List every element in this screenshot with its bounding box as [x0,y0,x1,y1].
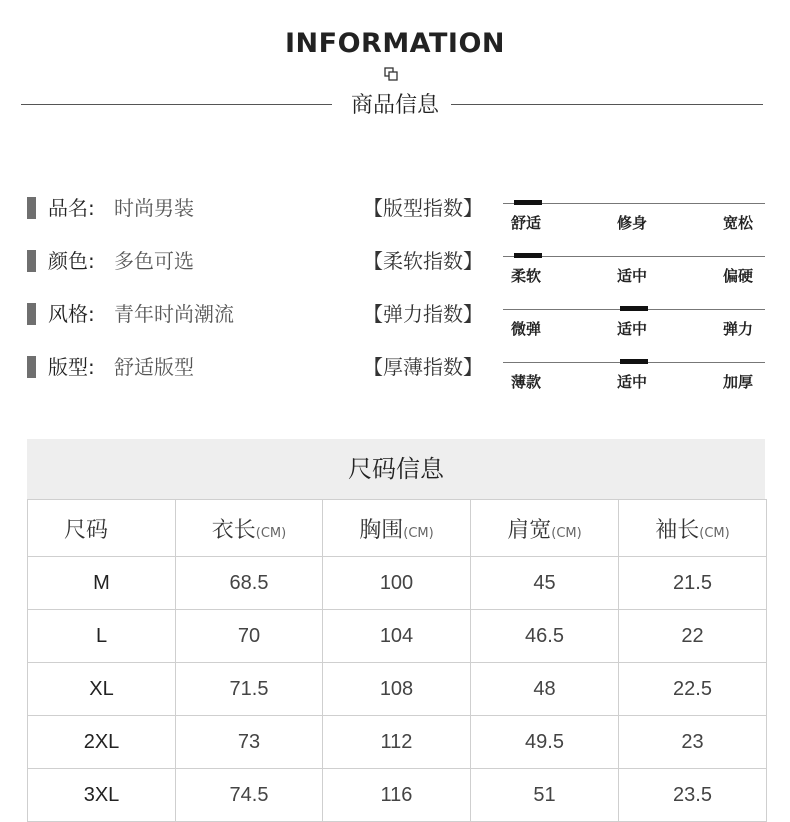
size-label-cell: XL [28,663,176,716]
info-marker-bar [27,250,36,272]
column-name: 肩宽 [507,517,552,543]
index-scale-label: 宽松 [723,214,754,232]
measurement-cell: 45 [471,557,619,610]
index-scale-label: 微弹 [511,320,542,338]
measurement-cell: 22.5 [619,663,767,716]
size-table [27,499,767,822]
column-name: 袖长 [655,517,700,543]
size-table-body [28,557,767,822]
index-scale [503,203,765,233]
index-scale-line [503,256,765,257]
index-scale-label: 薄款 [511,373,542,391]
index-scale-line [503,203,765,204]
size-column-header [619,500,767,557]
index-scale-label: 适中 [617,267,648,285]
measurement-cell: 100 [323,557,471,610]
table-row [28,663,767,716]
info-value: 青年时尚潮流 [114,302,234,326]
index-title: 【柔软指数】 [363,249,483,273]
measurement-cell: 23 [619,716,767,769]
measurement-cell: 71.5 [176,663,323,716]
index-scale [503,309,765,339]
measurement-cell: 70 [176,610,323,663]
index-title: 【厚薄指数】 [363,355,483,379]
column-unit: (CM) [699,525,730,541]
size-column-header [28,500,176,557]
index-scale-marker [514,253,542,258]
size-label-cell: 3XL [28,769,176,822]
measurement-cell: 23.5 [619,769,767,822]
measurement-cell: 51 [471,769,619,822]
info-label: 风格: [48,302,95,326]
size-info-section [27,439,765,806]
index-scale-marker [514,200,542,205]
size-table-header-row [28,500,767,557]
size-column-header [471,500,619,557]
table-row [28,716,767,769]
measurement-cell: 116 [323,769,471,822]
index-scale-label: 加厚 [723,373,754,391]
index-scale-label: 适中 [617,373,648,391]
table-row [28,557,767,610]
measurement-cell: 46.5 [471,610,619,663]
index-scale-label: 适中 [617,320,648,338]
measurement-cell: 49.5 [471,716,619,769]
column-unit: (CM) [255,525,287,541]
size-info-title: 尺码信息 [27,439,765,499]
index-scale-label: 修身 [617,214,648,232]
index-scale [503,362,765,392]
measurement-cell: 48 [471,663,619,716]
index-scale-label: 舒适 [511,214,542,232]
page-heading: INFORMATION [284,28,505,59]
measurement-cell: 21.5 [619,557,767,610]
size-label-cell: 2XL [28,716,176,769]
measurement-cell: 104 [323,610,471,663]
index-scale-label: 偏硬 [723,267,754,285]
size-label-cell: L [28,610,176,663]
info-label: 品名: [48,196,95,220]
info-marker-bar [27,356,36,378]
measurement-cell: 68.5 [176,557,323,610]
index-scale-label: 弹力 [723,320,754,338]
size-label-cell: M [28,557,176,610]
index-scale-marker [620,359,648,364]
column-unit: (CM) [551,525,582,541]
subtitle-right-divider [451,104,763,105]
column-unit: (CM) [403,525,434,541]
info-label: 版型: [48,355,95,379]
size-column-header [323,500,471,557]
info-label: 颜色: [48,249,95,273]
index-scale-label: 柔软 [511,267,542,285]
info-marker-bar [27,303,36,325]
info-value: 舒适版型 [114,355,194,379]
section-subtitle: 商品信息 [350,93,439,118]
column-name: 胸围 [359,517,404,543]
measurement-cell: 22 [619,610,767,663]
index-scale-marker [620,306,648,311]
size-column-header [176,500,323,557]
index-scale [503,256,765,286]
measurement-cell: 73 [176,716,323,769]
info-value: 多色可选 [114,249,194,273]
column-name: 衣长 [211,517,256,543]
measurement-cell: 74.5 [176,769,323,822]
measurement-cell: 108 [323,663,471,716]
column-name: 尺码 [64,517,109,543]
table-row [28,769,767,822]
copy-squares-icon [384,67,398,81]
info-marker-bar [27,197,36,219]
index-title: 【版型指数】 [363,196,483,220]
info-value: 时尚男装 [114,196,194,220]
index-title: 【弹力指数】 [363,302,483,326]
table-row [28,610,767,663]
measurement-cell: 112 [323,716,471,769]
